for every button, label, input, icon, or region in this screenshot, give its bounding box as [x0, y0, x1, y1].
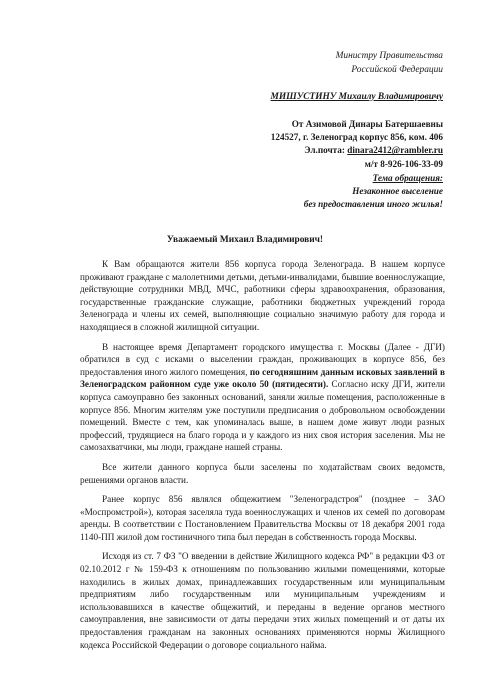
sender-email: dinara2412@rambler.ru — [347, 145, 443, 156]
sender-email-line — [271, 144, 443, 157]
addressee-name — [271, 92, 443, 102]
topic-label: Тема обращения: — [372, 173, 443, 183]
addressee-name-text: МИШУСТИНУ Михаилу Владимировичу — [270, 92, 443, 102]
addressee-line-2: Российской Федерации — [351, 65, 443, 75]
sender-block — [271, 118, 443, 171]
addressee-line-1: Министру Правительства — [335, 51, 443, 61]
paragraph-5: Исходя из ст. 7 ФЗ "О введении в действие Жилищного кодекса РФ" в редакции ФЗ от 02.10.2012 г № 159-ФЗ к отношениям по пользованию жилыми помещениями, которые находились в жилых домах, принадлежавших государственным или муниципальным предприятиям либо государственным или муниципальным учреждениям и использовавшихся в качестве общежитий, и переданы в ведение органов местного самоуправления, вне зависимости от даты передачи этих жилых помещений и от даты их предоставления гражданам на законных основаниях применяются нормы Жилищного кодекса Российской Федерации о договоре социального найма. — [80, 551, 445, 650]
topic-line-1: Незаконное выселение — [352, 186, 443, 197]
sender-phone: м/т 8-926-106-33-09 — [364, 158, 443, 169]
paragraph-2 — [80, 341, 445, 454]
salutation: Уважаемый Михаил Владимирович! — [166, 235, 324, 245]
paragraph-1: К Вам обращаются жители 856 корпуса города Зеленограда. В нашем корпусе проживают граждане с малолетними детьми, детьми-инвалидами, бывшие военнослужащие, действующие сотрудники МВД, МЧС, работники сферы здравоохранения, образования, государственные гражданские служащие, работники бюджетных учреждений города Зеленограда и члены их семей, выполняющие социально значимую работу для города и находящиеся в сложной жилищной ситуации. — [80, 259, 445, 332]
letter-body — [80, 258, 445, 658]
sender-address: 124527, г. Зеленоград корпус 856, ком. 406 — [270, 132, 443, 143]
paragraph-4: Ранее корпус 856 являлся общежитием "Зеленоградстроя" (позднее – ЗАО «Моспромстрой»), которая заселяла туда военнослужащих и членов их семей по договорам аренды. В соответствии с Постановлением Правительства Москвы от 18 декабря 2001 года 1140-ПП жилой дом гостиничного типа был передан в собственность города Москвы. — [80, 494, 445, 542]
sender-email-label: Эл.почта: — [304, 145, 348, 156]
sender-from: От Азимовой Динары Батершаевны — [291, 119, 443, 129]
paragraph-2-bold: по сегодняшним данным исковых заявлений в Зеленоградском районном суде уже около 50 (пятидесяти). — [80, 366, 445, 390]
topic-block — [304, 172, 443, 212]
paragraph-2-part-c: Согласно иску ДГИ, жители корпуса самоуправно без законных оснований, заняли жилые помещения, расположенные в корпусе 856. Многим жителям уже поступили предписания о добровольном освобождении помещений. Вместе с тем, как упоминалась выше, в нашем доме живут люди разных профессий, трудящиеся на благо города и у каждого из них своя история заселения. Мы не самозахватчики, мы люди, граждане нашей страны. — [80, 379, 445, 453]
topic-line-2: без предоставления иного жилья! — [303, 199, 443, 210]
paragraph-2-part-a: В настоящее время Департамент городского имущества г. Москвы (Далее - ДГИ) обратился в суд с исками о выселении граждан, проживающих в корпусе 856, без предоставления иного жилого помещения, — [80, 341, 445, 377]
paragraph-3: Все жители данного корпуса были заселены по ходатайствам своих ведомств, решениями органов власти. — [80, 461, 445, 485]
